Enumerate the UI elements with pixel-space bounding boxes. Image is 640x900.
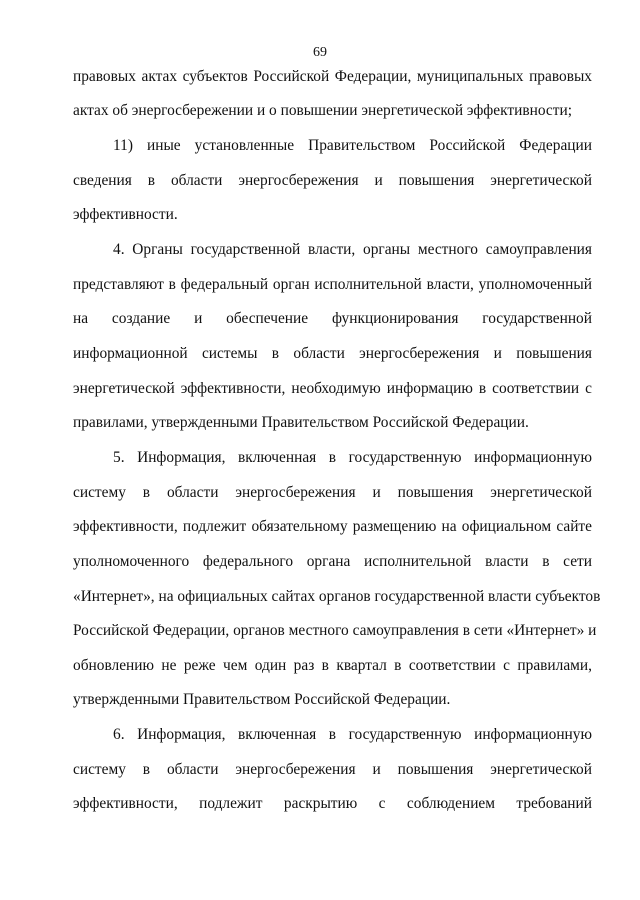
text-line: энергетической эффективности, необходимую информацию в соответствии с — [73, 380, 592, 397]
text-line: эффективности. — [73, 206, 178, 223]
text-line: утвержденными Правительством Российской Федерации. — [73, 691, 451, 708]
text-line: Российской Федерации, органов местного самоуправления в сети «Интернет» и — [73, 622, 597, 639]
text-line: «Интернет», на официальных сайтах органов государственной власти субъектов — [73, 588, 601, 605]
text-line: уполномоченного федерального органа исполнительной власти в сети — [73, 553, 592, 570]
paragraph-6-first-line: 6. Информация, включенная в государственную информационную — [113, 726, 592, 743]
text-line: правовых актах субъектов Российской Федерации, муниципальных правовых — [73, 68, 592, 85]
text-line: систему в области энергосбережения и повышения энергетической — [73, 761, 592, 778]
text-line: на создание и обеспечение функционирования государственной — [73, 310, 592, 327]
paragraph-4-first-line: 4. Органы государственной власти, органы местного самоуправления — [113, 241, 592, 258]
text-line: правилами, утвержденными Правительством Российской Федерации. — [73, 414, 529, 431]
paragraph-5-first-line: 5. Информация, включенная в государственную информационную — [113, 449, 592, 466]
page-number: 69 — [313, 45, 327, 60]
text-line: систему в области энергосбережения и повышения энергетической — [73, 484, 592, 501]
text-line: информационной системы в области энергосбережения и повышения — [73, 345, 592, 362]
list-item-11-first-line: 11) иные установленные Правительством Российской Федерации — [113, 137, 592, 154]
text-line: представляют в федеральный орган исполнительной власти, уполномоченный — [73, 276, 592, 293]
text-line: эффективности, подлежит раскрытию с соблюдением требований — [73, 795, 592, 812]
text-line: актах об энергосбережении и о повышении энергетической эффективности; — [73, 102, 572, 119]
text-line: эффективности, подлежит обязательному размещению на официальном сайте — [73, 518, 592, 535]
text-line: обновлению не реже чем один раз в квартал в соответствии с правилами, — [73, 657, 592, 674]
text-line: сведения в области энергосбережения и повышения энергетической — [73, 172, 592, 189]
